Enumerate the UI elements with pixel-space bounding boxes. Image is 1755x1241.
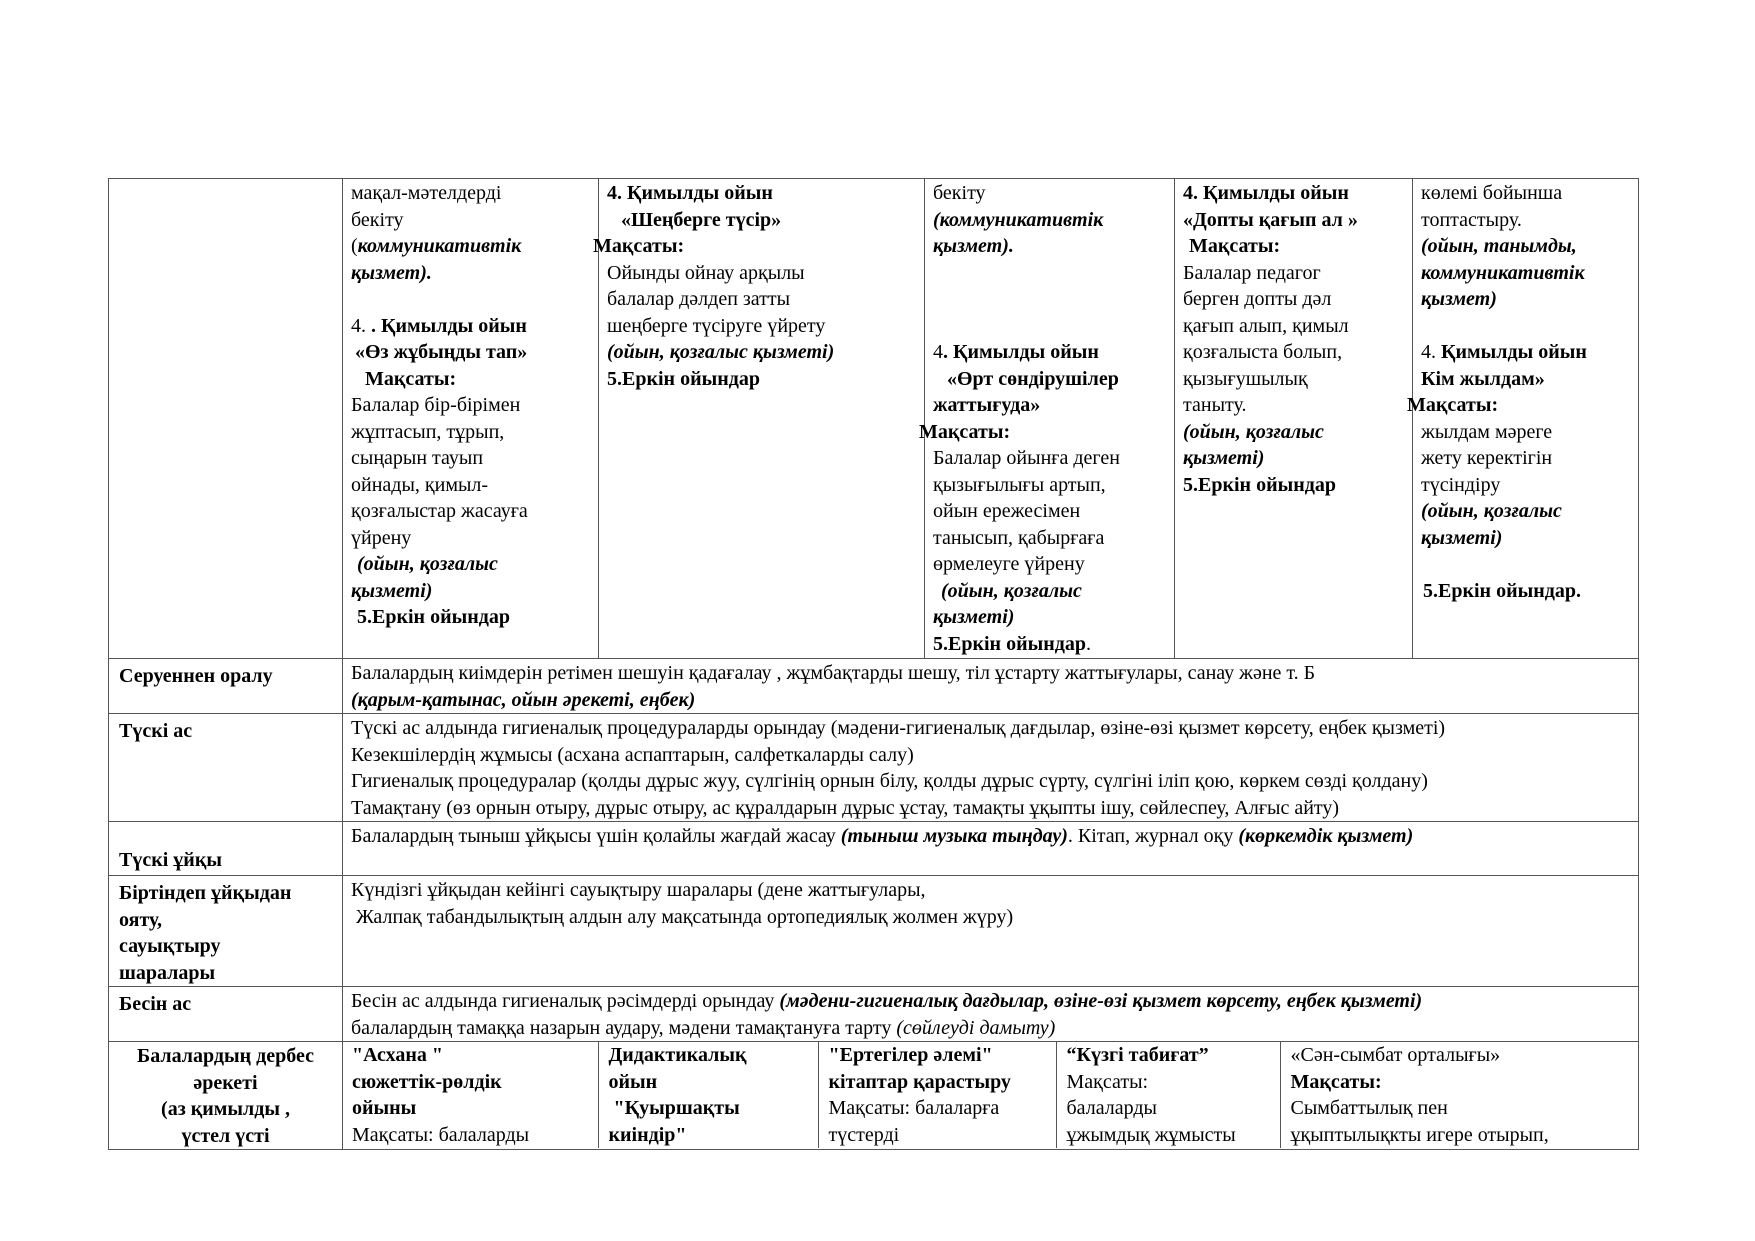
game-name: «Шеңберге түсір»	[621, 208, 782, 231]
activity-cell-2: Дидактикалық ойын "Қуыршақты киіндір"	[598, 1041, 818, 1148]
goal-text: ойын ережесімен	[933, 500, 1081, 522]
row-label: Біртіндеп ұйқыдан ояту, сауықтыру шаралары	[109, 876, 343, 987]
free-play: 5.Еркін ойындар	[357, 606, 510, 628]
text-line: Гигиеналық процедуралар (қолды дұрыс жуу, сүлгінің орнын білу, қолды дұрыс сүрту, сүлгіні іліп қою, көркем сөзді қолдану)	[351, 770, 1428, 792]
row-label: Серуеннен оралу	[109, 659, 343, 714]
text-line: көлемі бойынша	[1421, 182, 1563, 204]
schedule-row-nap	[109, 822, 1639, 876]
text-line: Тамақтану (өз орнын отыру, дұрыс отыру, ас құралдарын дұрыс ұстау, тамақты ұқыпты ішу, сөйлеспеу, Алғыс айту)	[351, 796, 1340, 819]
goal-text: жылдам мәреге	[1421, 420, 1553, 443]
row-content	[343, 876, 1639, 987]
daily-schedule-table	[108, 178, 1639, 1150]
goal-label: Мақсаты:	[593, 235, 685, 257]
activity-cell-1: "Асхана " сюжеттік-рөлдік ойыны Мақсаты: балаларды	[342, 1041, 598, 1148]
row-label: Бесін ас	[109, 987, 343, 1042]
goal-label: Мақсаты:	[1407, 394, 1499, 416]
row-label: Түскі ас	[109, 714, 343, 822]
row-label-empty	[109, 179, 343, 659]
goal-text: қозғалыстар жасауға	[351, 500, 528, 522]
text-line: Түскі ас алдында гигиеналық процедураларды орындау (мәдени-гигиеналық дағдылар, өзіне-өзі қызмет көрсету, еңбек қызметі)	[351, 717, 1446, 739]
activity-tag: (ойын, қозғалыс	[1421, 500, 1562, 522]
text-line: Жалпақ табандылықтың алдын алу мақсатында ортопедиялық жолмен жүру)	[351, 905, 1014, 928]
schedule-row-snack	[109, 987, 1639, 1042]
text-line: Балалардың киімдерін ретімен шешуін қадағалау , жұмбақтарды шешу, тіл ұстарту жаттығулары, санау және т. Б	[351, 662, 1316, 684]
goal-text: танысып, қабырғаға	[933, 526, 1105, 549]
schedule-row-independent	[109, 1042, 1639, 1150]
free-play: 5.Еркін ойындар	[1183, 473, 1336, 496]
activity-tag: қызметі)	[1183, 447, 1265, 469]
goal-text: таныту.	[1183, 394, 1247, 416]
activity-cell-3: "Ертегілер әлемі" кітаптар қарастыру Мақсаты: балаларға түстерді	[818, 1041, 1056, 1148]
activity-tag: қызметі)	[351, 579, 433, 602]
text-line: бекіту	[351, 208, 404, 231]
activity-tag: (коммуникативтік	[933, 208, 1104, 231]
schedule-row-return	[109, 659, 1639, 714]
activity-subtable	[342, 1041, 1642, 1148]
text-line: бекіту	[933, 182, 986, 204]
schedule-row-walk-continued	[109, 179, 1639, 659]
activity-tag: (коммуникативтік	[351, 235, 522, 257]
goal-text: қызығылығы артып,	[933, 473, 1106, 496]
goal-text: шеңберге түсіруге үйрету	[607, 314, 826, 337]
day-cell-3	[919, 179, 1175, 659]
goal-text: жету керектігін	[1421, 447, 1553, 469]
text-line: Кезекшілердің жұмысы (асхана аспаптарын, салфеткаларды салу)	[351, 743, 914, 766]
game-name: Кім жылдам»	[1421, 367, 1545, 390]
activity-tag: қызметі)	[933, 606, 1015, 628]
text-line: Күндізгі ұйқыдан кейінгі сауықтыру шаралары (дене жаттығулары,	[351, 879, 926, 901]
day-cell-4	[1175, 179, 1413, 659]
game-title: 4. Қимылды ойын	[607, 182, 773, 204]
game-name: «Өрт сөндірушілер	[947, 367, 1119, 390]
activity-cell-5: «Сән-сымбат орталығы» Мақсаты: Сымбаттылық пен ұқыптылықкты игере отырып,	[1280, 1041, 1642, 1148]
row-content: Бесін ас алдында гигиеналық рәсімдерді орындау (мәдени-гигиеналық дағдылар, өзіне-өзі қызмет көрсету, еңбек қызметі) балалардың тамаққа назарын аудару, мәдени тамақтануға тарту (сөйлеуді дамыту)	[343, 987, 1639, 1042]
row-label: Түскі ұйқы	[109, 822, 343, 876]
game-title: 4. Қимылды ойын	[1421, 341, 1587, 363]
row-content	[343, 659, 1639, 714]
activity-tag: (ойын, қозғалыс	[357, 553, 498, 575]
activity-cells	[343, 1042, 1639, 1150]
free-play: 5.Еркін ойындар.	[1423, 579, 1581, 602]
game-name: жаттығуда»	[933, 394, 1041, 416]
goal-text: берген допты дәл	[1183, 288, 1332, 310]
goal-text: Ойынды ойнау арқылы	[607, 261, 805, 284]
game-title: 4. . Қимылды ойын	[351, 314, 527, 337]
day-cell-2	[593, 179, 925, 659]
game-title: 4. Қимылды ойын	[933, 341, 1099, 363]
activity-tag: (қарым-қатынас, ойын әрекеті, еңбек)	[351, 688, 696, 711]
goal-label: Мақсаты:	[919, 420, 1011, 443]
goal-text: түсіндіру	[1421, 473, 1501, 496]
goal-text: қозғалыста болып,	[1183, 341, 1343, 363]
row-content	[343, 714, 1639, 822]
row-content: Балалардың тыныш ұйқысы үшін қолайлы жағдай жасау (тыныш музыка тыңдау). Кітап, журнал оқу (көркемдік қызмет)	[343, 822, 1639, 876]
text-line: мақал-мәтелдерді	[351, 182, 502, 204]
goal-label: Мақсаты:	[1189, 235, 1281, 257]
goal-text: қағып алып, қимыл	[1183, 314, 1349, 337]
goal-text: балалар дәлдеп затты	[607, 288, 791, 310]
activity-tag: қызмет)	[1421, 288, 1497, 310]
free-play: 5.Еркін ойындар	[607, 367, 760, 390]
text-line: топтастыру.	[1421, 208, 1522, 231]
day-cell-5	[1407, 179, 1639, 659]
row-label: Балалардың дербес әрекеті (аз қимылды , үстел үсті	[109, 1042, 343, 1150]
game-name: «Өз жұбыңды тап»	[355, 341, 528, 363]
activity-cell-4: “Күзгі табиғат” Мақсаты: балаларды ұжымдық жұмысты	[1056, 1041, 1280, 1148]
free-play: 5.Еркін ойындар.	[933, 632, 1091, 655]
goal-text: қызығушылық	[1183, 367, 1308, 390]
goal-text: жұптасып, тұрып,	[351, 420, 505, 443]
game-name: «Допты қағып ал »	[1183, 208, 1358, 231]
activity-tag: коммуникативтік	[1421, 261, 1585, 284]
day-cell-1	[343, 179, 599, 659]
schedule-row-lunch	[109, 714, 1639, 822]
goal-text: Балалар педагог	[1183, 261, 1321, 284]
goal-label: Мақсаты:	[365, 367, 457, 390]
activity-tag: қызмет).	[933, 235, 1014, 257]
activity-tag: (ойын, қозғалыс	[1183, 420, 1324, 443]
goal-text: Балалар ойынға деген	[933, 447, 1120, 469]
game-title: 4. Қимылды ойын	[1183, 182, 1349, 204]
activity-tag: (ойын, қозғалыс	[941, 579, 1082, 602]
goal-text: сыңарын тауып	[351, 447, 484, 469]
activity-tag: (ойын, қозғалыс қызметі)	[607, 341, 835, 363]
goal-text: ойнады, қимыл-	[351, 473, 489, 496]
goal-text: өрмелеуге үйрену	[933, 553, 1085, 575]
goal-text: Балалар бір-бірімен	[351, 394, 521, 416]
schedule-row-wake	[109, 876, 1639, 987]
activity-tag: қызметі)	[1421, 526, 1503, 549]
goal-text: үйрену	[351, 526, 412, 549]
activity-tag: (ойын, танымды,	[1421, 235, 1577, 257]
activity-tag: қызмет).	[351, 261, 432, 284]
